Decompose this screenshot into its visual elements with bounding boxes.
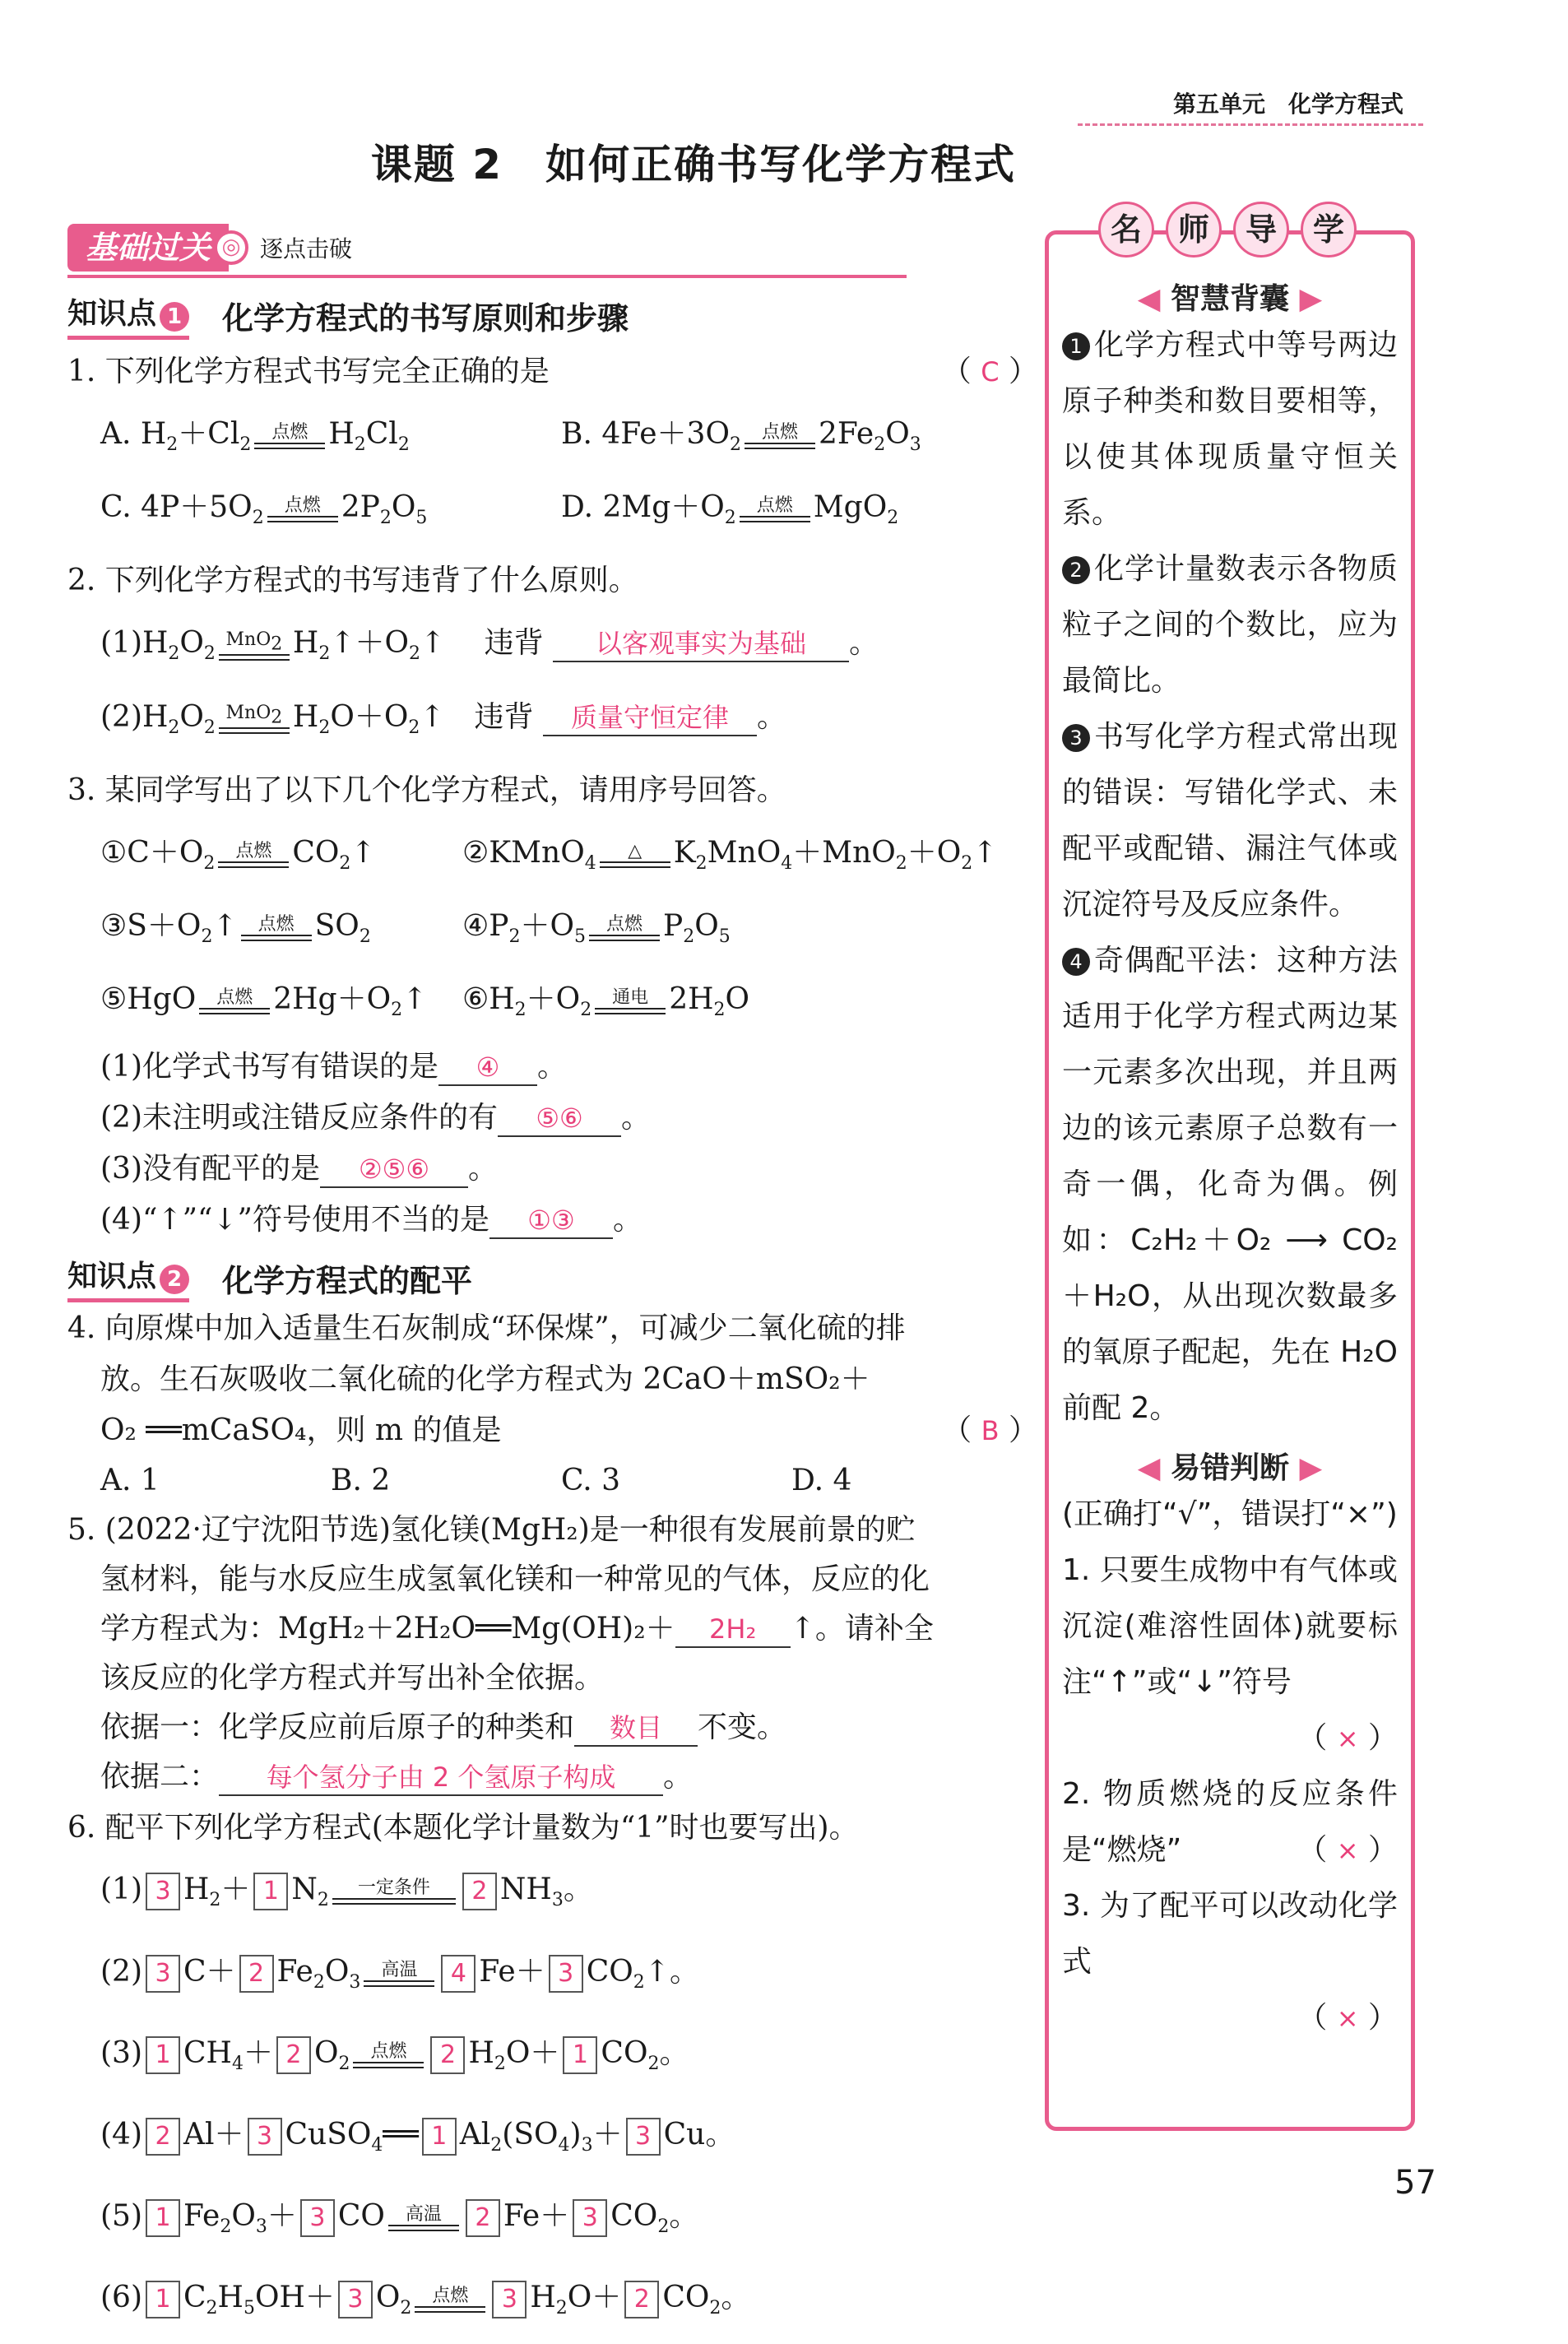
main-column <box>67 222 1038 2344</box>
knowledge-point-1 <box>67 290 1038 341</box>
q3-eq-34: $③S+O_2↑$ 点燃 $SO_2$ $④P_2+O_5$ 点燃 $P_2O_5$ <box>100 908 731 948</box>
question-3: 3. 某同学写出了以下几个化学方程式，请用序号回答。 <box>67 773 786 807</box>
kp-title: 化学方程式的配平 <box>222 1262 473 1299</box>
answer-q2-2: 质量守恒定律 <box>543 700 757 736</box>
answer-q2-1: 以客观事实为基础 <box>553 626 849 662</box>
kp-label: 知识点 <box>67 297 157 331</box>
question-4: 4. 向原煤中加入适量生石灰制成“环保煤”，可减少二氧化硫的排 放。生石灰吸收二氧化硫的化学方程式为 2CaO＋mSO₂＋ O₂ ══mCaSO₄，则 m 的值是 （ B ） <box>67 1311 1038 1448</box>
answer-q3-4: ①③ <box>489 1203 613 1239</box>
tip-2: 化学计量数表示各物质粒子之间的个数比，应为最简比。 <box>1062 552 1398 698</box>
kp-number: 2 <box>160 1265 189 1294</box>
banner-sub: 逐点击破 <box>260 235 353 262</box>
q6-eq3: (3) 1 $CH_4+ 2$ $O_2$ 点燃 2 $H_2O+ 1$ $CO_2$。 <box>100 2035 689 2074</box>
teacher-guide-panel <box>1045 230 1415 2131</box>
q3-sub4: (4)“↑”“↓”符号使用不当的是 ①③ 。 <box>67 1195 1038 1246</box>
page-number: 57 <box>1394 2164 1436 2202</box>
answer-q4: B <box>981 1415 1000 1447</box>
answer-q3-3: ②⑤⑥ <box>320 1152 468 1188</box>
answer-q5-gas: 2H₂ <box>675 1612 791 1648</box>
knowledge-point-2 <box>67 1252 1038 1303</box>
q3-eq-12: $①C+O_2$ 点燃 $CO_2↑$ ②KMnO$_4$ △ $K_2MnO_4+MnO_2+O_2↑$ <box>100 835 998 874</box>
judge-2: 2. 物质燃烧的反应条件是“燃烧” （ × ） <box>1062 1777 1398 1867</box>
question-2: 2. 下列化学方程式的书写违背了什么原则。 <box>67 564 638 598</box>
header-divider <box>1078 123 1423 126</box>
page-title: 课题 2 如何正确书写化学方程式 <box>370 141 1017 188</box>
tips-heading: ◀ 智慧背囊 ▶ <box>1137 282 1323 316</box>
q6-eq2: (2) 3 C＋ 2 $Fe_2O_3$ 高温 4 Fe＋ 3 $CO_2↑$。 <box>100 1954 699 1993</box>
question-1: 1. 下列化学方程式书写完全正确的是 （ C ） <box>67 355 1038 388</box>
q2-sub2: $(2)H_2O_2$ MnO$_2$ $H_2O+O_2↑$ 违背 质量守恒定律 。 <box>100 699 786 738</box>
tip-4: 奇偶配平法：这种方法适用于化学方程式两边某一元素多次出现，并且两边的该元素原子总数有一奇一偶，化奇为偶。例如：C₂H₂＋O₂ ⟶ CO₂＋H₂O，从出现次数最多的氧原子配起，先在 H₂O 前配 2。 <box>1062 944 1398 1425</box>
answer-q5-basis2: 每个氢分子由 2 个氢原子构成 <box>219 1760 663 1796</box>
q6-eq6: (6) 1 $C_2H_5OH+ 3$ $O_2$ 点燃 3 $H_2O+ 2$ $CO_2$。 <box>100 2281 751 2319</box>
banner-underline <box>67 275 907 278</box>
question-6: 6. 配平下列化学方程式(本题化学计量数为“1”时也要写出)。 <box>67 1811 859 1845</box>
q6-eq4: (4) 2 Al＋ 3 CuSO$_4$══ 1 $Al_2(SO_4)_3+ 3$ Cu。 <box>100 2117 735 2156</box>
answer-q3-1: ④ <box>438 1050 537 1086</box>
judge-2-mark: × <box>1336 1835 1359 1866</box>
q6-eq5: (5) 1 $Fe_2O_3+ 3$ CO 高温 2 Fe＋ 3 $CO_2$。 <box>100 2199 699 2238</box>
q4-options: A. 1 B. 2 C. 3 D. 4 <box>100 1464 852 1498</box>
tips-body: 1 化学方程式中等号两边原子种类和数目要相等，以使其体现质量守恒关系。 2 化学计量数表示各物质粒子之间的个数比，应为最简比。 3 书写化学方程式常出现的错误：写错化学式、未配平或配错、漏注气体或沉淀符号及反应条件。 4 奇偶配平法：这种方法适用于化学方程式两边某一元素多次出现，并且两边的该元素原子总数有一奇一偶，化奇为偶。例如：C₂H₂＋O₂ ⟶ CO₂＋H₂O，从出现次数最多的氧原子配起，先在 H₂O 前配 2。 <box>1062 328 1398 1425</box>
target-icon: ◎ <box>214 230 248 265</box>
q2-sub1: $(1)H_2O_2$ MnO$_2$ $H_2↑+O_2↑$ 违背 以客观事实为基础 。 <box>100 626 879 665</box>
judge-3: 3. 为了配平可以改动化学式 <box>1062 1889 1398 1979</box>
kp-label: 知识点 <box>67 1260 157 1294</box>
judge-3-mark: × <box>1336 2003 1359 2034</box>
judge-body: (正确打“√”，错误打“×”) 1. 只要生成物中有气体或沉淀(难溶性固体)就要标注“↑”或“↓”符号 （ × ） 2. 物质燃烧的反应条件是“燃烧” （ × ） 3. 为了配平可以改动化学式 （ × ） <box>1049 1487 1411 2046</box>
tip-3: 书写化学方程式常出现的错误：写错化学式、未配平或配错、漏注气体或沉淀符号及反应条件。 <box>1062 720 1398 921</box>
sidebar-title: 名 师 导 学 <box>1098 202 1368 258</box>
section-banner <box>67 222 1038 273</box>
judge-1: 1. 只要生成物中有气体或沉淀(难溶性固体)就要标注“↑”或“↓”符号 <box>1062 1553 1398 1699</box>
q3-sub1: (1)化学式书写有错误的是 ④ 。 <box>67 1042 1038 1093</box>
kp-number: 1 <box>160 302 189 332</box>
q3-sub2: (2)未注明或注错反应条件的有 ⑤⑥ 。 <box>67 1093 1038 1144</box>
question-5: 5. (2022·辽宁沈阳节选)氢化镁(MgH₂)是一种很有发展前景的贮 氢材料，能与水反应生成氢氧化镁和一种常见的气体，反应的化 学方程式为：MgH₂＋2H₂O══Mg(OH)₂＋ 2H₂ ↑。请补全 该反应的化学方程式并写出补全依据。 依据一：化学反应前后原子的种类和 数目 不变。 依据二： 每个氢分子由 2 个氢原子构成 。 <box>67 1506 1038 1802</box>
q6-eq1: (1) 3 $H_2+ 1$ $N_2$ 一定条件 2 $NH_3$。 <box>100 1873 593 1911</box>
banner-tag: 基础过关 <box>67 224 229 272</box>
answer-q1: C <box>981 356 1000 388</box>
answer-q3-2: ⑤⑥ <box>498 1101 621 1137</box>
q1-options-cd: C. $4P+5O_2$ 点燃 $2P_2O_5$ D. $2Mg+O_2$ 点燃 MgO$_2$ <box>100 490 899 529</box>
answer-q5-basis1: 数目 <box>574 1710 698 1747</box>
unit-header: 第五单元 化学方程式 <box>1172 91 1403 118</box>
judge-1-mark: × <box>1336 1723 1359 1754</box>
tip-1: 化学方程式中等号两边原子种类和数目要相等，以使其体现质量守恒关系。 <box>1062 328 1398 530</box>
kp-title: 化学方程式的书写原则和步骤 <box>222 299 629 337</box>
q3-eq-56: ⑤HgO 点燃 $2Hg+O_2↑$ $⑥H_2+O_2$ 通电 $2H_2O$ <box>100 982 750 1021</box>
q3-sub3: (3)没有配平的是 ②⑤⑥ 。 <box>67 1144 1038 1195</box>
q1-options-ab: A. $H_2+Cl_2$ 点燃 $H_2Cl_2$ B. $4Fe+3O_2$ 点燃 $2Fe_2O_3$ <box>100 417 921 456</box>
judge-heading: ◀ 易错判断 ▶ <box>1137 1451 1323 1485</box>
judge-instruction: (正确打“√”，错误打“×”) <box>1062 1497 1398 1531</box>
